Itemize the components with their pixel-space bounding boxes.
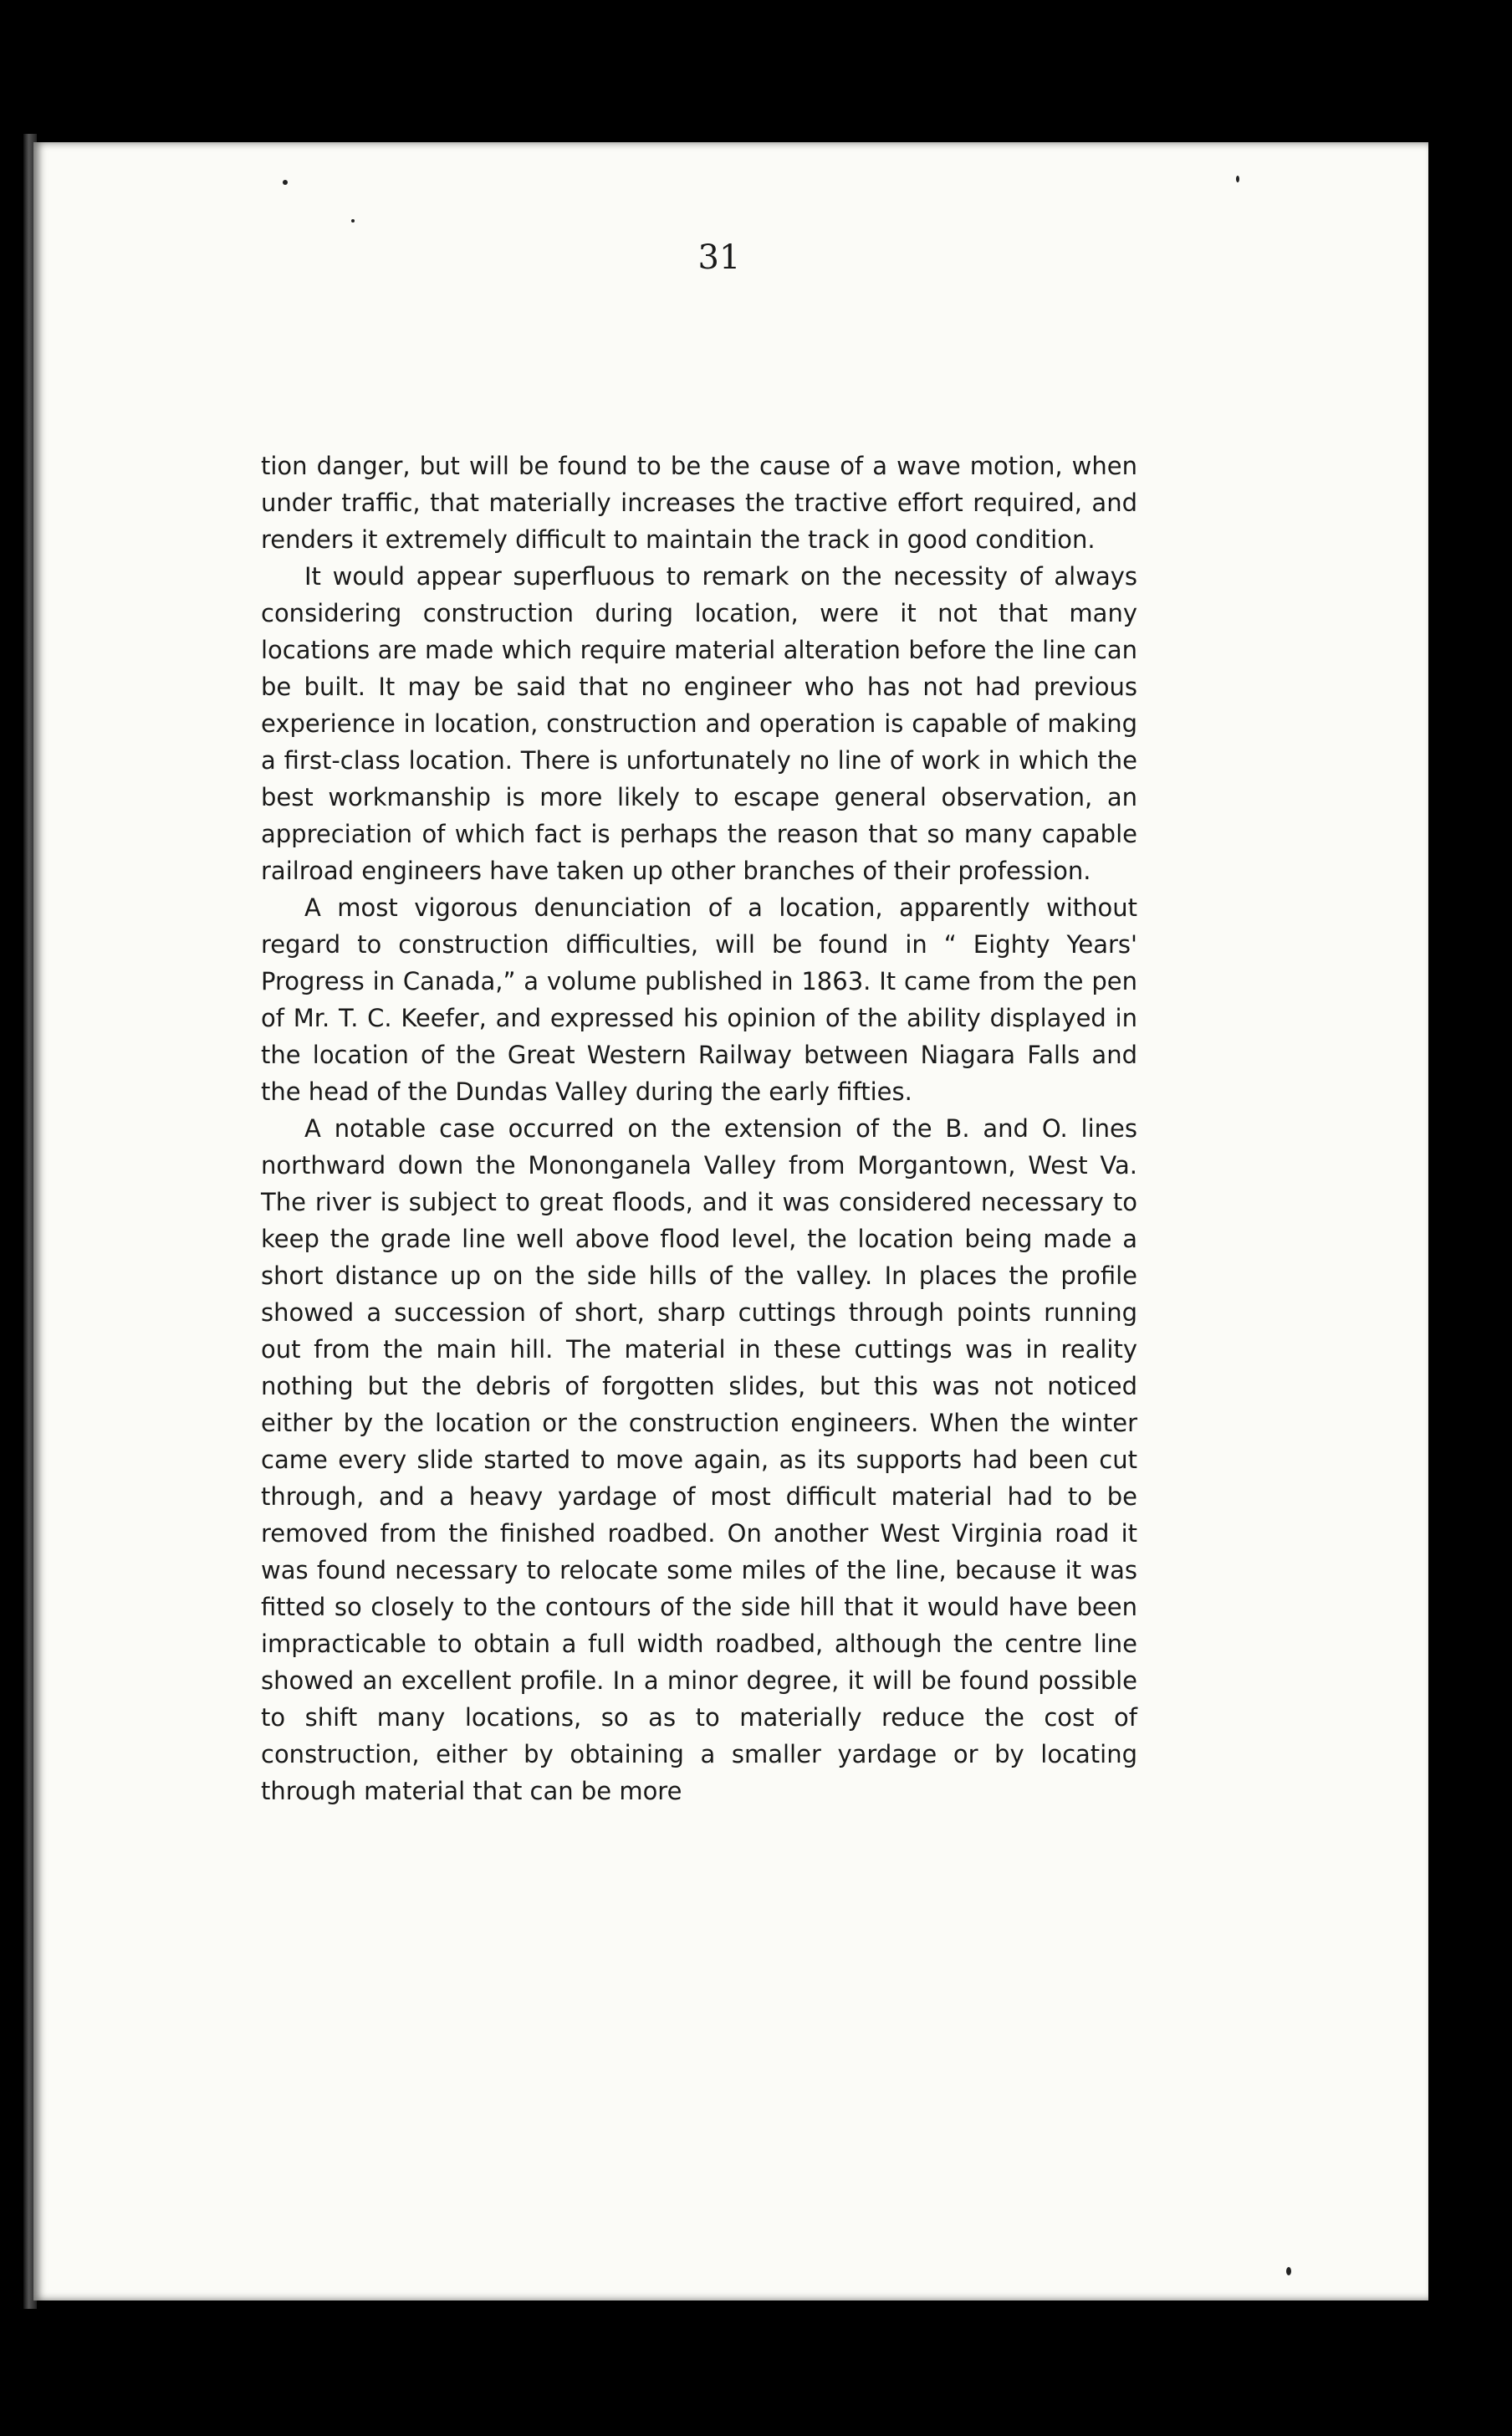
paragraph: It would appear superfluous to remark on the necessity of always considering construction during location, were it not that many locations are made which require material alteration before the line can be built. It may be said that no engineer who has not had previous experience in location, construction and operation is capable of making a first-class location. There is unfortunately no line of work in which the best workmanship is more likely to escape general observation, an appreciation of which fact is perhaps the reason that so many capable railroad engineers have taken up other branches of their profession. [261, 562, 1137, 885]
body-text [261, 448, 1137, 1809]
dust-speck [1236, 176, 1239, 182]
page-number: 31 [697, 238, 741, 277]
paragraph: A notable case occurred on the extension of the B. and O. lines northward down the Mononganela Valley from Morgantown, West Va. The river is subject to great floods, and it was considered necessary to keep the grade line well above flood level, the location being made a short distance up on the side hills of the valley. In places the profile showed a succession of short, sharp cuttings through points running out from the main hill. The material in these cuttings was in reality nothing but the debris of forgotten slides, but this was not noticed either by the location or the construction engineers. When the winter came every slide started to move again, as its supports had been cut through, and a heavy yardage of most difficult material had to be removed from the finished roadbed. On another West Virginia road it was found necessary to relocate some miles of the line, because it was fitted so closely to the contours of the side hill that it would have been impracticable to obtain a full width roadbed, although the centre line showed an excellent profile. In a minor degree, it will be found possible to shift many locations, so as to materially reduce the cost of construction, either by obtaining a smaller yardage or by locating through material that can be more [261, 1114, 1137, 1805]
paragraph: tion danger, but will be found to be the cause of a wave motion, when under traffic, that materially increases the tractive effort required, and renders it extremely difficult to maintain the track in good condition. [261, 452, 1137, 554]
dust-speck [283, 180, 288, 185]
paragraph: A most vigorous denunciation of a location, apparently without regard to construction difficulties, will be found in “ Eighty Years' Progress in Canada,” a volume published in 1863. It came from the pen of Mr. T. C. Keefer, and expressed his opinion of the ability displayed in the location of the Great Western Railway between Niagara Falls and the head of the Dundas Valley during the early fifties. [261, 893, 1137, 1106]
dust-speck [1286, 2267, 1291, 2275]
dust-speck [351, 219, 355, 223]
